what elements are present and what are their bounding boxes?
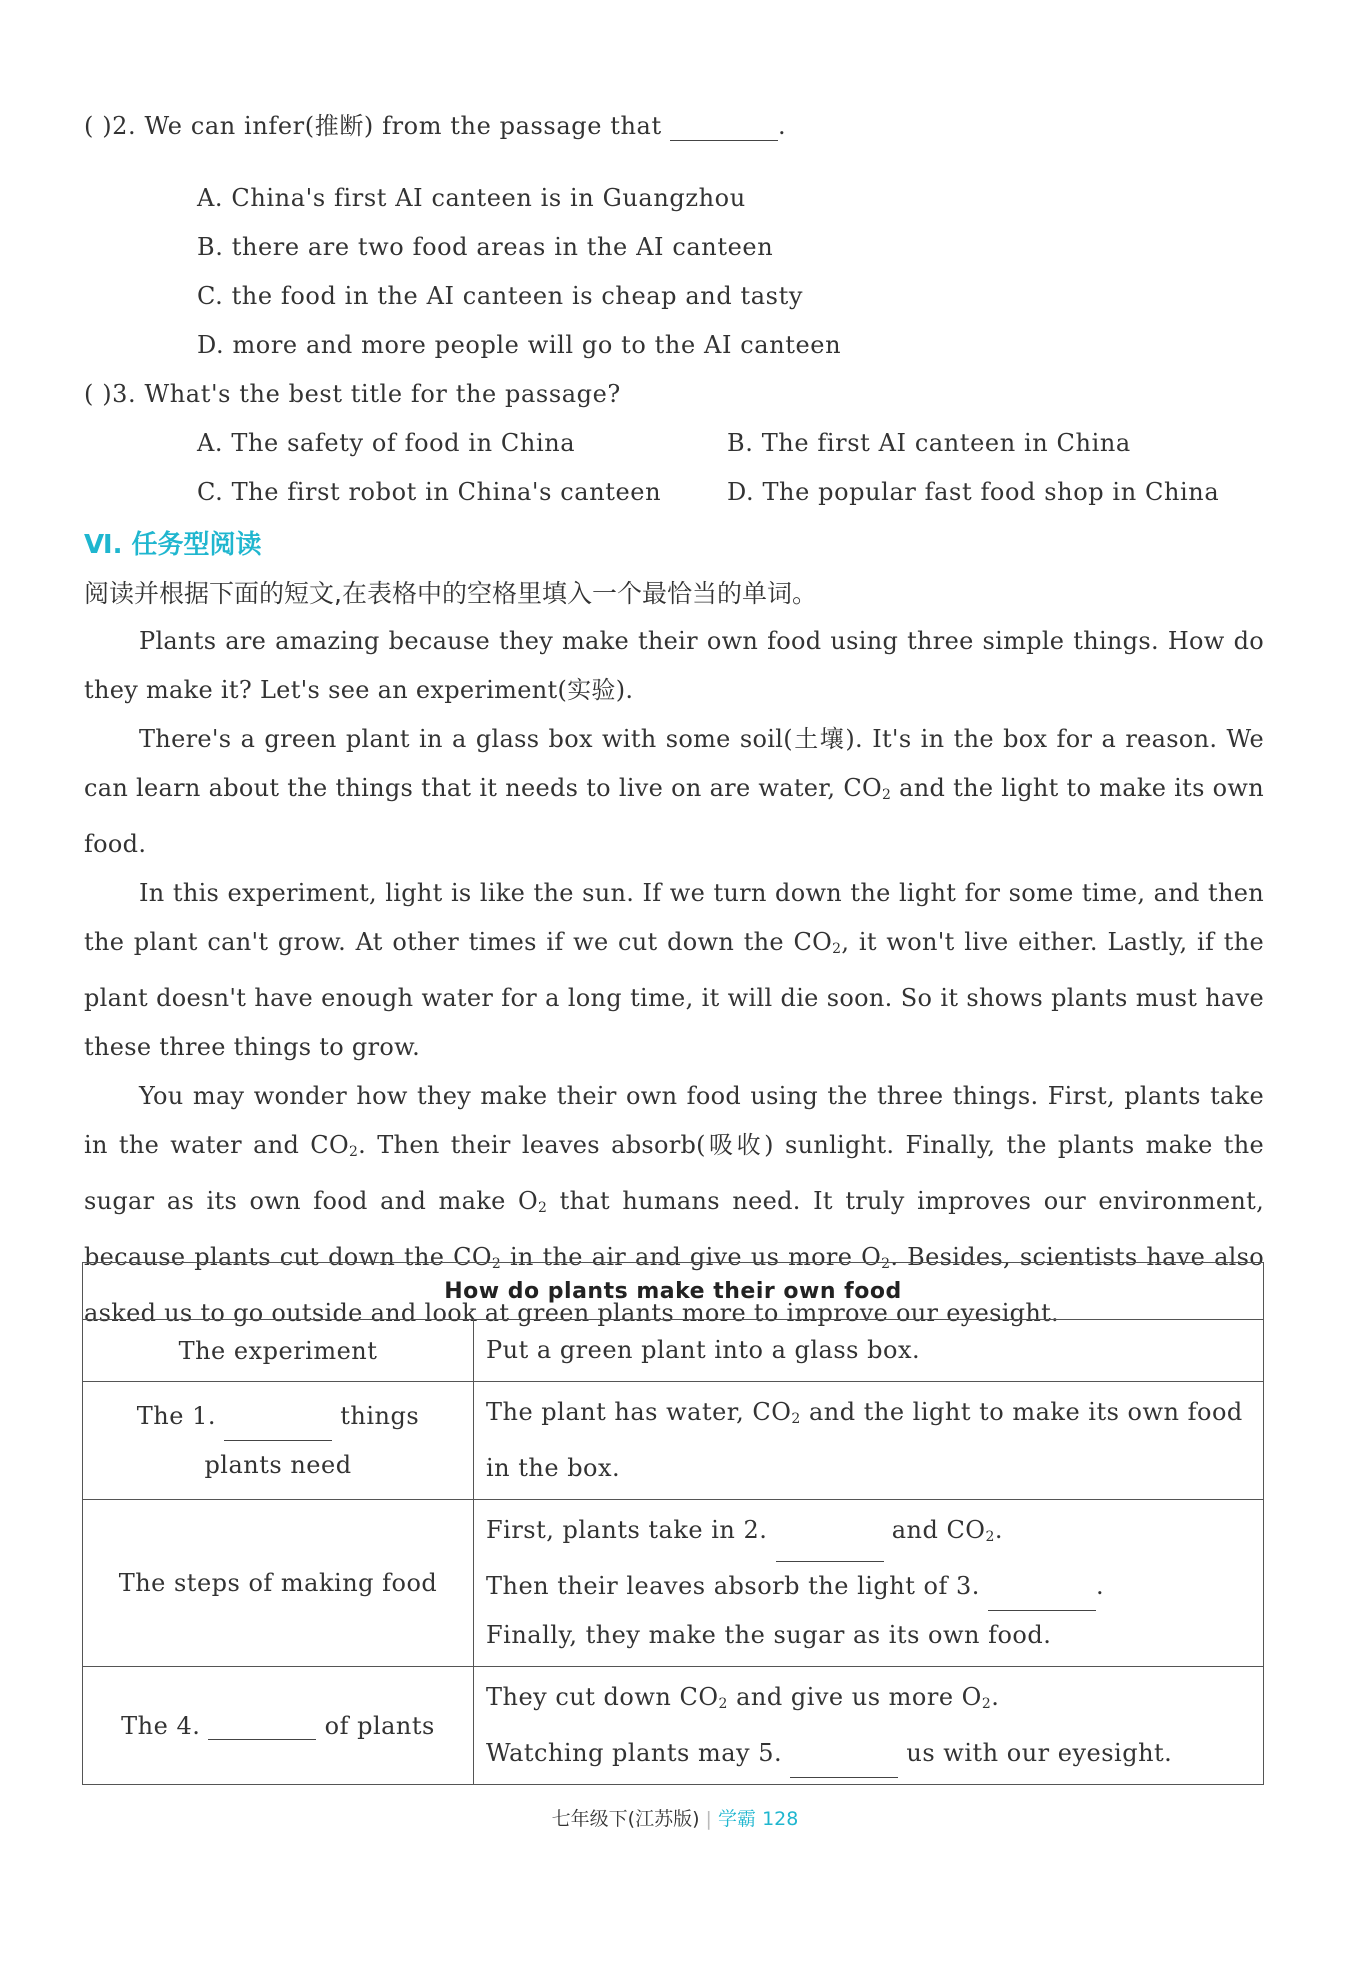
blank-1[interactable]	[224, 1418, 332, 1441]
section-instruction: 阅读并根据下面的短文,在表格中的空格里填入一个最恰当的单词。	[84, 579, 817, 608]
question-3-stem: ( )3. What's the best title for the passage?	[84, 380, 621, 408]
q3-option-d[interactable]: D. The popular fast food shop in China	[727, 478, 1220, 506]
row-content-benefits: They cut down $CO_2$ and give us more $O_2$. Watching plants may 5. us with our eyesight.	[474, 1667, 1264, 1785]
table-row	[83, 1320, 1264, 1382]
page-footer: 七年级下(江苏版) | 学霸 128	[551, 1808, 799, 1830]
blank-5[interactable]	[790, 1755, 898, 1778]
row-label-experiment: The experiment	[83, 1320, 474, 1382]
section-title: Ⅵ. 任务型阅读	[84, 530, 262, 560]
passage-paragraph-3: In this experiment, light is like the sun. If we turn down the light for some time, and then the plant can't grow. At other times if we cut down the $CO_2$, it won't live either. Lastly, if the plant doesn't have enough water for a long time, it will die soon. So it shows plants must have these three things to grow.	[84, 879, 1264, 1061]
footer-brand: 学霸	[718, 1808, 757, 1830]
passage-paragraph-1: Plants are amazing because they make their own food using three simple things. How do they make it? Let's see an experiment(实验).	[84, 627, 1264, 704]
answer-blank[interactable]	[670, 118, 778, 141]
q2-option-a[interactable]: A. China's first AI canteen is in Guangzhou	[197, 184, 746, 212]
table-row	[83, 1500, 1264, 1667]
table-row	[83, 1382, 1264, 1500]
reading-passage	[84, 617, 1264, 1338]
question-2-stem: ( )2. We can infer(推断) from the passage that	[84, 112, 662, 140]
row-content-things: The plant has water, $CO_2$ and the light to make its own food in the box.	[474, 1382, 1264, 1500]
q2-option-b[interactable]: B. there are two food areas in the AI canteen	[197, 233, 774, 261]
row-content-steps: First, plants take in 2. and $CO_2$. Then their leaves absorb the light of 3. . Finally, they make the sugar as its own food.	[474, 1500, 1264, 1667]
q3-option-c[interactable]: C. The first robot in China's canteen	[197, 478, 662, 506]
blank-2[interactable]	[776, 1539, 884, 1562]
table-row	[83, 1667, 1264, 1785]
passage-paragraph-4: You may wonder how they make their own food using the three things. First, plants take in the water and $CO_2$. Then their leaves absorb(吸收) sunlight. Finally, the plants make the sugar as its own food and make $O_2$ that humans need. It truly improves our environment, because plants cut down the $CO_2$ in the air and give us more $O_2$. Besides, scientists have also asked us to go outside and look at green plants more to improve our eyesight.	[84, 1082, 1265, 1327]
table-header: How do plants make their own food	[83, 1263, 1264, 1320]
question-2: ( )2. We can infer(推断) from the passage that .	[84, 112, 787, 140]
q2-option-d[interactable]: D. more and more people will go to the AI canteen	[197, 331, 842, 359]
q2-option-c[interactable]: C. the food in the AI canteen is cheap and tasty	[197, 282, 804, 310]
passage-paragraph-2: There's a green plant in a glass box with some soil(土壤). It's in the box for a reason. We can learn about the things that it needs to live on are water, $CO_2$ and the light to make its own food.	[84, 725, 1264, 858]
q3-option-b[interactable]: B. The first AI canteen in China	[727, 429, 1131, 457]
footer-grade: 七年级下(江苏版)	[551, 1808, 700, 1830]
page-number: 128	[762, 1808, 799, 1830]
blank-3[interactable]	[988, 1588, 1096, 1611]
q3-option-a[interactable]: A. The safety of food in China	[197, 429, 576, 457]
row-label-things: The 1. things plants need	[83, 1382, 474, 1500]
summary-table	[82, 1262, 1264, 1785]
row-content-experiment: Put a green plant into a glass box.	[474, 1320, 1264, 1382]
blank-4[interactable]	[208, 1717, 316, 1740]
row-label-steps: The steps of making food	[83, 1500, 474, 1667]
row-label-benefits: The 4. of plants	[83, 1667, 474, 1785]
